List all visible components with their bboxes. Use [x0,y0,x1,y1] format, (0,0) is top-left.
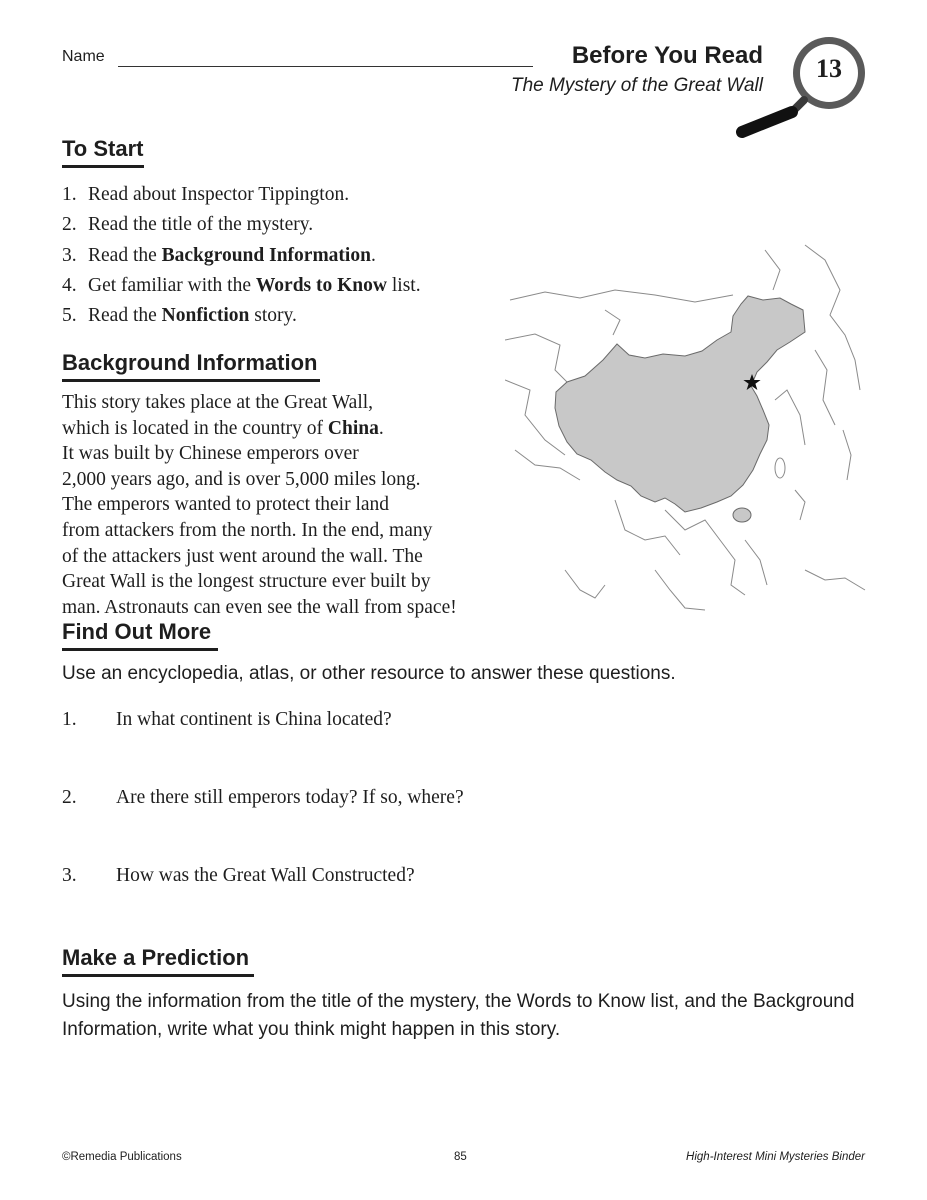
name-label: Name [62,48,105,65]
list-item: 2. Read the title of the mystery. [62,214,314,236]
background-paragraph: This story takes place at the Great Wall, which is located in the country of China. It was built by Chinese emperors over 2,000 years ago, and is over 5,000 miles long. The emperors wanted to protect their land from attackers from the north. In the end, many of the attackers just went around the wall. The Great Wall is the longest structure ever built by man. Astronauts can even see the wall from space! [62,392,457,618]
question-item: 1. In what continent is China located? [62,709,392,730]
magnifier-icon [732,28,872,140]
name-line[interactable] [118,66,533,67]
china-map [505,240,870,615]
list-item: 1. Read about Inspector Tippington. [62,184,350,205]
background-heading: Background Information [62,350,318,375]
question-item: 3. How was the Great Wall Constructed? [62,865,415,886]
to-start-list [62,180,421,331]
find-out-more-rule [62,648,218,651]
find-out-more-heading: Find Out More [62,619,212,644]
background-rule [62,379,320,382]
prediction-text: Using the information from the title of the mystery, the Words to Know list, and the Background Information, write what you think might happen in this story. [62,991,855,1040]
worksheet-subtitle: The Mystery of the Great Wall [510,75,763,96]
china-shape [555,296,805,512]
list-item: 5. Read the Nonfiction story. [62,305,297,327]
to-start-heading: To Start [62,136,144,161]
prediction-rule [62,974,254,977]
footer-page-number: 85 [454,1151,467,1163]
prediction-heading: Make a Prediction [62,945,250,970]
list-item: 4. Get familiar with the Words to Know list. [62,274,421,296]
question-item: 2. Are there still emperors today? If so, where? [62,787,464,808]
page-badge: 13 [816,54,842,83]
to-start-rule [62,165,144,168]
list-item: 3. Read the Background Information. [62,244,376,266]
footer-book-title: High-Interest Mini Mysteries Binder [686,1151,865,1163]
worksheet-title: Before You Read [571,42,763,69]
hainan-island [733,508,751,522]
find-out-more-instructions: Use an encyclopedia, atlas, or other resource to answer these questions. [62,663,676,684]
footer-publisher: ©Remedia Publications [62,1151,182,1163]
